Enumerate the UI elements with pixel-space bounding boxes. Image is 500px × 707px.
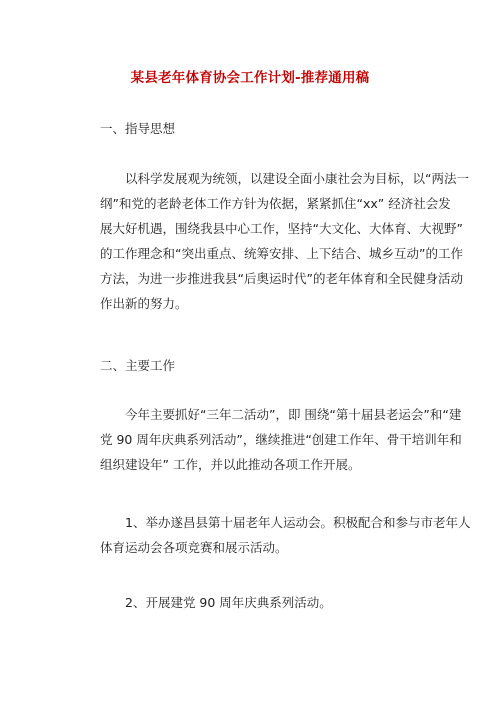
paragraph-item-2 xyxy=(100,590,430,615)
paragraph-line: 2、开展建党 90 周年庆典系列活动。 xyxy=(125,595,332,610)
paragraph-line: 组织建设年” 工作，并以此推动各项工作开展。 xyxy=(100,457,361,472)
paragraph-line: 体育运动会各项竞赛和展示活动。 xyxy=(100,540,288,555)
paragraph-line: 党 90 周年庆典系列活动”，继续推进“创建工作年、骨干培训年和 xyxy=(100,432,462,447)
paragraph-line: 以科学发展观为统领，以建设全面小康社会为目标，以“两法一 xyxy=(125,171,469,186)
paragraph-line: 作出新的努力。 xyxy=(100,296,188,311)
paragraph-line: 今年主要抓好“三年二活动”，即 围绕“第十届县老运会”和“建 xyxy=(125,407,462,422)
section-heading-guiding-ideology: 一、指导思想 xyxy=(100,121,176,136)
paragraph-item-1 xyxy=(100,510,471,560)
paragraph-line: 方法，为进一步推进我县“后奥运时代”的老年体育和全民健身活动 xyxy=(100,271,463,286)
paragraph-line: 展大好机遇，围绕我县中心工作，坚持“大文化、大体育、大视野” xyxy=(100,221,463,236)
document-title: 某县老年体育协会工作计划-推荐通用稿 xyxy=(130,70,370,86)
paragraph-line: 的工作理念和“突出重点、统筹安排、上下结合、城乡互动”的工作 xyxy=(100,246,463,261)
section-heading-main-work: 二、主要工作 xyxy=(100,358,176,373)
paragraph-guiding-ideology xyxy=(100,166,469,316)
paragraph-line: 1、举办遂昌县第十届老年人运动会。积极配合和参与市老年人 xyxy=(125,515,471,530)
paragraph-main-work-intro xyxy=(100,402,462,477)
paragraph-line: 纲”和党的老龄老体工作方针为依据，紧紧抓住“xx” 经济社会发 xyxy=(100,196,451,211)
